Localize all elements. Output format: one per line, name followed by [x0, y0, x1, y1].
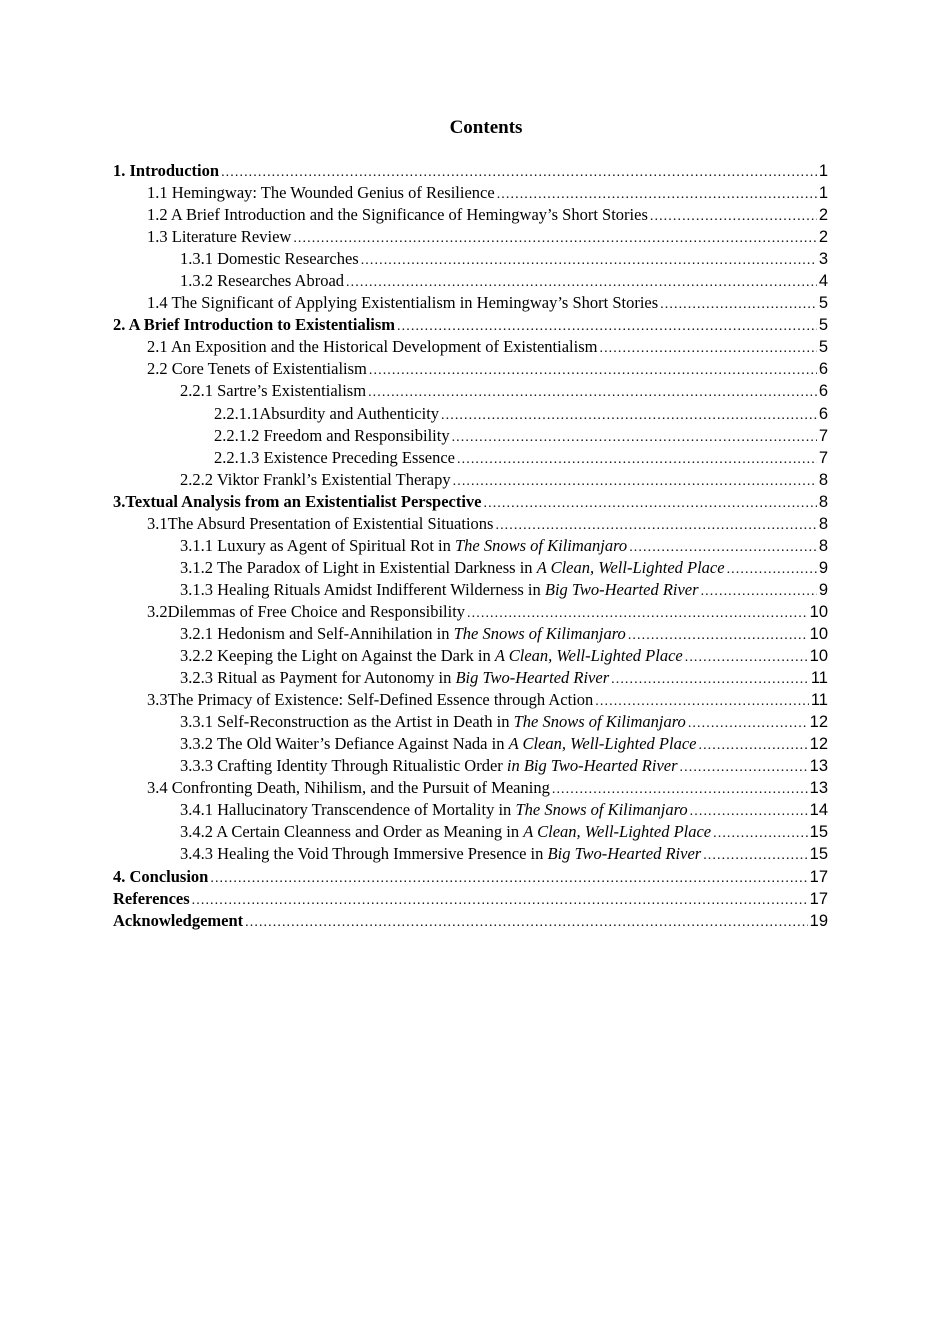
toc-page-number: 10 [809, 647, 828, 666]
toc-entry-label [180, 557, 725, 579]
toc-page-number: 9 [818, 558, 828, 577]
toc-page-number: 11 [810, 691, 828, 710]
toc-page-number: 8 [818, 470, 828, 489]
toc-entry-work-title: The Snows of Kilimanjaro [515, 800, 688, 820]
toc-page-number: 5 [818, 316, 828, 335]
dot-leader [369, 360, 817, 380]
toc-entry-label [147, 204, 648, 226]
dot-leader [680, 757, 808, 777]
dot-leader [495, 515, 816, 535]
toc-entry-work-title: in Big Two-Hearted River [506, 756, 678, 776]
toc-entry[interactable] [113, 204, 828, 226]
toc-page-number: 10 [809, 602, 828, 621]
dot-leader [552, 779, 808, 799]
toc-entry-label [113, 866, 208, 888]
dot-leader [727, 559, 817, 579]
toc-entry-label [147, 513, 493, 535]
toc-entry-text: 3.4.2 A Certain Cleanness and Order as Meaning in [180, 822, 524, 842]
toc-entry-text: 2.2.1.3 Existence Preceding Essence [214, 447, 456, 467]
dot-leader [368, 382, 817, 402]
toc-entry-label [147, 292, 658, 314]
toc-entry-label [113, 314, 395, 336]
toc-entry-work-title: A Clean, Well-Lighted Place [508, 734, 697, 754]
toc-entry-text: 3.3.1 Self-Reconstruction as the Artist in Death in [180, 712, 514, 732]
toc-entry-label [180, 733, 696, 755]
toc-entry[interactable] [113, 358, 828, 380]
toc-entry-text: 1.2 A Brief Introduction and the Significance of Hemingway’s Short Stories [147, 205, 648, 225]
dot-leader [611, 669, 809, 689]
toc-entry-text: 2.2 Core Tenets of Existentialism [147, 359, 367, 379]
dot-leader [467, 603, 808, 623]
toc-entry-label [180, 579, 699, 601]
toc-entry[interactable] [113, 866, 828, 888]
toc-entry-work-title: A Clean, Well-Lighted Place [494, 646, 683, 666]
toc-entry[interactable] [113, 888, 828, 910]
dot-leader [245, 912, 807, 932]
dot-leader [453, 471, 817, 491]
toc-entry-text: 2. A Brief Introduction to Existentialism [113, 315, 396, 335]
toc-entry-label [180, 667, 609, 689]
toc-entry[interactable] [113, 579, 828, 601]
toc-entry-text: 3.1.3 Healing Rituals Amidst Indifferent Wilderness in [180, 579, 545, 599]
dot-leader [703, 845, 807, 865]
toc-entry-text: 3.1.1 Luxury as Agent of Spiritual Rot in [180, 535, 455, 555]
toc-page-number: 8 [818, 536, 828, 555]
toc-entry[interactable] [113, 799, 828, 821]
toc-entry[interactable] [113, 380, 828, 402]
dot-leader [688, 713, 808, 733]
toc-entry-text: 1.3 Literature Review [147, 227, 292, 247]
toc-entry[interactable] [113, 623, 828, 645]
toc-entry[interactable] [113, 513, 828, 535]
toc-page-number: 10 [809, 624, 828, 643]
toc-entry-label [147, 226, 291, 248]
toc-page-number: 13 [809, 779, 828, 798]
toc-entry-label [113, 910, 243, 932]
toc-page-number: 2 [818, 206, 828, 225]
dot-leader [701, 581, 817, 601]
toc-entry-text: 3.3The Primacy of Existence: Self-Defined Essence through Action [147, 690, 594, 710]
toc-entry[interactable] [113, 248, 828, 270]
toc-entry-text: 3.2.3 Ritual as Payment for Autonomy in [180, 668, 456, 688]
toc-entry[interactable] [113, 182, 828, 204]
toc-page-number: 11 [810, 669, 828, 688]
toc-entry-label [147, 336, 597, 358]
dot-leader [484, 493, 817, 513]
toc-entry[interactable] [113, 910, 828, 932]
toc-page-number: 1 [818, 184, 828, 203]
toc-entry-label [180, 469, 451, 491]
toc-entry-label [214, 425, 450, 447]
toc-entry[interactable] [113, 535, 828, 557]
toc-entry-label [180, 623, 626, 645]
toc-entry-label [180, 821, 711, 843]
toc-page-number: 17 [809, 867, 828, 886]
toc-entry-text: 4. Conclusion [113, 866, 209, 886]
toc-entry-label [113, 888, 190, 910]
toc-entry-text: 3.3.2 The Old Waiter’s Defiance Against Nada in [180, 734, 509, 754]
toc-entry-text: 3.4.3 Healing the Void Through Immersive Presence in [180, 844, 548, 864]
dot-leader [650, 206, 817, 226]
toc-entry-text: 1.3.1 Domestic Researches [180, 249, 359, 269]
toc-entry-work-title: The Snows of Kilimanjaro [454, 535, 628, 555]
toc-entry-text: 3.1The Absurd Presentation of Existential Situations [147, 513, 494, 533]
toc-page-number: 3 [818, 250, 828, 269]
dot-leader [221, 162, 817, 182]
dot-leader [685, 647, 808, 667]
toc-entry-text: Acknowledgement [113, 910, 244, 930]
toc-page-number: 5 [818, 294, 828, 313]
toc-page-number: 12 [809, 735, 828, 754]
toc-page-number: 2 [818, 228, 828, 247]
toc-entry[interactable] [113, 711, 828, 733]
toc-page-number: 13 [809, 757, 828, 776]
toc-entry-text: 3.2.1 Hedonism and Self-Annihilation in [180, 623, 454, 643]
toc-entry-label [147, 689, 593, 711]
toc-entry[interactable] [113, 667, 828, 689]
toc-page-number: 8 [818, 514, 828, 533]
toc-entry-label [180, 535, 627, 557]
dot-leader [660, 294, 817, 314]
toc-entry-label [214, 403, 439, 425]
toc-entry-label [147, 182, 495, 204]
toc-entry[interactable] [113, 469, 828, 491]
toc-entry-text: 3.4.1 Hallucinatory Transcendence of Mortality in [180, 800, 516, 820]
toc-entry[interactable] [113, 601, 828, 623]
toc-entry[interactable] [113, 733, 828, 755]
toc-page-number: 19 [809, 911, 828, 930]
dot-leader [698, 735, 807, 755]
toc-entry-text: 3.4 Confronting Death, Nihilism, and the Pursuit of Meaning [147, 778, 550, 798]
toc-entry-text: References [113, 888, 190, 908]
toc-entry[interactable] [113, 314, 828, 336]
toc-page-number: 7 [818, 426, 828, 445]
dot-leader [497, 184, 817, 204]
toc-entry[interactable] [113, 447, 828, 469]
toc-entry-text: 1.1 Hemingway: The Wounded Genius of Resilience [147, 183, 495, 203]
dot-leader [441, 405, 817, 425]
toc-page-number: 17 [809, 889, 828, 908]
toc-entry-label [214, 447, 455, 469]
toc-page-number: 5 [818, 338, 828, 357]
toc-page-number: 12 [809, 713, 828, 732]
dot-leader [397, 316, 817, 336]
toc-entry-text: 1.4 The Significant of Applying Existentialism in Hemingway’s Short Stories [147, 293, 659, 313]
toc-entry[interactable] [113, 821, 828, 843]
toc-entry-label [180, 248, 359, 270]
toc-entry-text: 3.Textual Analysis from an Existentialist Perspective [113, 491, 482, 511]
toc-entry[interactable] [113, 843, 828, 865]
toc-entry[interactable] [113, 226, 828, 248]
toc-entry[interactable] [113, 755, 828, 777]
toc-entry-label [113, 491, 482, 513]
toc-entry-label [147, 601, 465, 623]
toc-entry-text: 3.3.3 Crafting Identity Through Ritualistic Order [180, 756, 507, 776]
toc-entry[interactable] [113, 689, 828, 711]
toc-entry-label [180, 270, 344, 292]
toc-entry-work-title: The Snows of Kilimanjaro [453, 623, 626, 643]
toc-entry-text: 2.1 An Exposition and the Historical Development of Existentialism [147, 337, 598, 357]
toc-page-number: 6 [818, 360, 828, 379]
toc-entry-label [180, 799, 688, 821]
toc-entry-text: 2.2.1.1Absurdity and Authenticity [214, 403, 440, 423]
toc-entry[interactable] [113, 425, 828, 447]
toc-entry-work-title: Big Two-Hearted River [547, 844, 702, 864]
toc-entry-label [180, 645, 683, 667]
toc-page-number: 14 [809, 801, 828, 820]
toc-entry-label [147, 358, 367, 380]
toc-entry[interactable] [113, 777, 828, 799]
toc-entry[interactable] [113, 645, 828, 667]
toc-entry-text: 2.2.1 Sartre’s Existentialism [180, 381, 367, 401]
toc-entry-label [113, 160, 219, 182]
dot-leader [293, 228, 816, 248]
toc-entry-label [180, 711, 686, 733]
dot-leader [629, 537, 817, 557]
toc-page-number: 4 [818, 272, 828, 291]
toc-entry-text: 2.2.2 Viktor Frankl’s Existential Therapy [180, 469, 451, 489]
toc-entry-label [180, 843, 701, 865]
toc-entry-label [147, 777, 550, 799]
dot-leader [713, 823, 808, 843]
toc-entry[interactable] [113, 160, 828, 182]
toc-entry-text: 1.3.2 Researches Abroad [180, 271, 345, 291]
dot-leader [628, 625, 808, 645]
toc-entry[interactable] [113, 292, 828, 314]
toc-entry-work-title: A Clean, Well-Lighted Place [523, 822, 712, 842]
dot-leader [595, 691, 809, 711]
toc-page-number: 6 [818, 404, 828, 423]
toc-page-number: 15 [809, 823, 828, 842]
dot-leader [192, 890, 808, 910]
page-title: Contents [449, 117, 523, 138]
toc-entry-text: 2.2.1.2 Freedom and Responsibility [214, 425, 450, 445]
toc-page-number: 7 [818, 448, 828, 467]
toc-page-number: 15 [809, 845, 828, 864]
toc-entry-text: 3.2Dilemmas of Free Choice and Responsibility [147, 601, 466, 621]
toc-entry-label [180, 755, 678, 777]
dot-leader [210, 868, 807, 888]
toc-entry[interactable] [113, 270, 828, 292]
toc-entry[interactable] [113, 557, 828, 579]
toc-entry[interactable] [113, 403, 828, 425]
toc-entry-text: 3.2.2 Keeping the Light on Against the Dark in [180, 646, 495, 666]
dot-leader [599, 338, 816, 358]
toc-entry-label [180, 380, 366, 402]
toc-entry-text: 1. Introduction [113, 161, 220, 180]
toc-entry-text: 3.1.2 The Paradox of Light in Existential Darkness in [180, 557, 537, 577]
toc-entry[interactable] [113, 336, 828, 358]
toc-page-number: 8 [818, 492, 828, 511]
toc-entry-work-title: A Clean, Well-Lighted Place [536, 557, 725, 577]
toc-entry-work-title: Big Two-Hearted River [455, 668, 610, 688]
toc-page-number: 9 [818, 580, 828, 599]
toc-entry[interactable] [113, 491, 828, 513]
dot-leader [361, 250, 817, 270]
toc-entry-work-title: Big Two-Hearted River [544, 579, 699, 599]
dot-leader [346, 272, 817, 292]
dot-leader [452, 427, 817, 447]
dot-leader [457, 449, 817, 469]
toc-page-number: 1 [818, 162, 828, 180]
toc-entry-work-title: The Snows of Kilimanjaro [513, 712, 686, 732]
table-of-contents [113, 160, 828, 932]
dot-leader [690, 801, 808, 821]
toc-page-number: 6 [818, 382, 828, 401]
